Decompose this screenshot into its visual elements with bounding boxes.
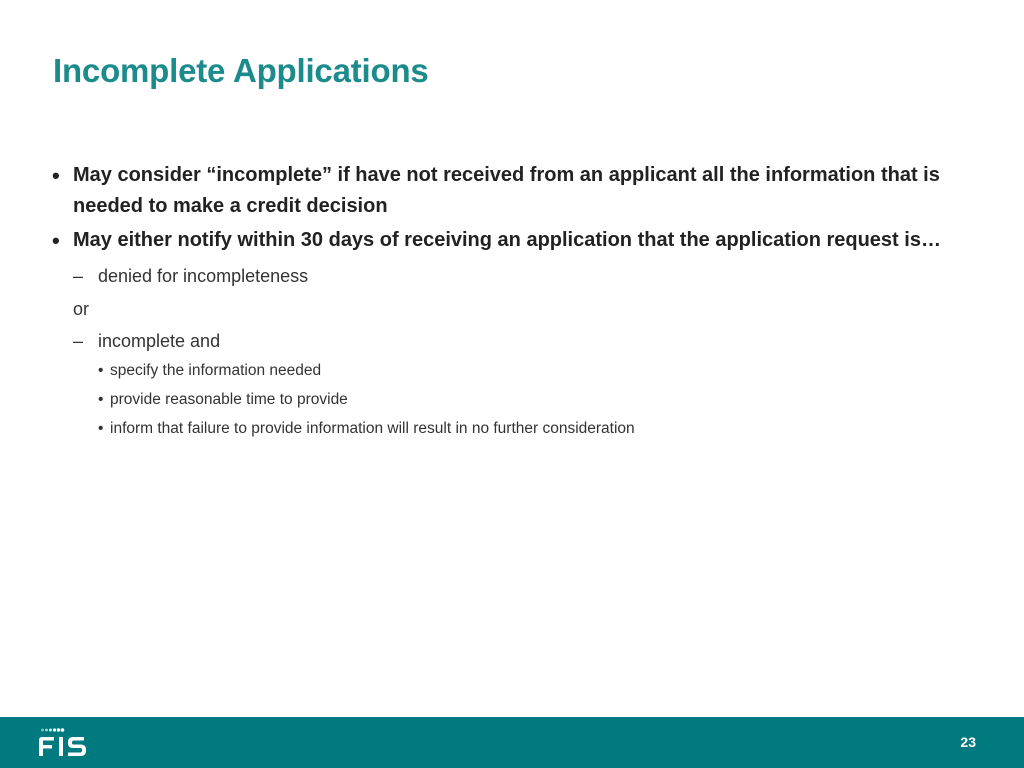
bullet-item <box>52 160 952 222</box>
bullet-dot: • <box>52 228 60 253</box>
sub-item-text: incomplete and <box>98 331 221 351</box>
sub-bullet-text: specify the information needed <box>110 362 322 379</box>
sub-item-denied <box>52 264 952 288</box>
bullet-text: May consider “incomplete” if have not received from an applicant all the information that is needed to make a credit decision <box>73 164 940 217</box>
sub-bullet-item <box>52 360 952 382</box>
sub-bullet-text: inform that failure to provide information will result in no further consideration <box>110 420 635 437</box>
bullet-dot: • <box>52 163 60 188</box>
bullet-item <box>52 225 952 256</box>
bullet-dot: • <box>98 362 104 379</box>
bullet-dot: • <box>98 391 104 408</box>
sub-bullet-text: provide reasonable time to provide <box>110 391 348 408</box>
bullet-dot: • <box>98 420 104 437</box>
dash-marker: – <box>73 266 84 286</box>
dash-marker: – <box>73 331 84 351</box>
page-number: 23 <box>960 734 976 750</box>
sub-item-incomplete <box>52 329 952 353</box>
sub-bullet-item <box>52 389 952 411</box>
slide-content <box>52 160 952 440</box>
sub-bullet-item <box>52 418 952 440</box>
sub-item-text: denied for incompleteness <box>98 266 309 286</box>
footer-bar <box>0 717 1024 768</box>
or-text: or <box>73 299 90 319</box>
fis-logo-icon <box>36 726 110 760</box>
slide-title: Incomplete Applications <box>53 52 429 89</box>
bullet-text: May either notify within 30 days of receiving an application that the application request is… <box>73 229 941 251</box>
